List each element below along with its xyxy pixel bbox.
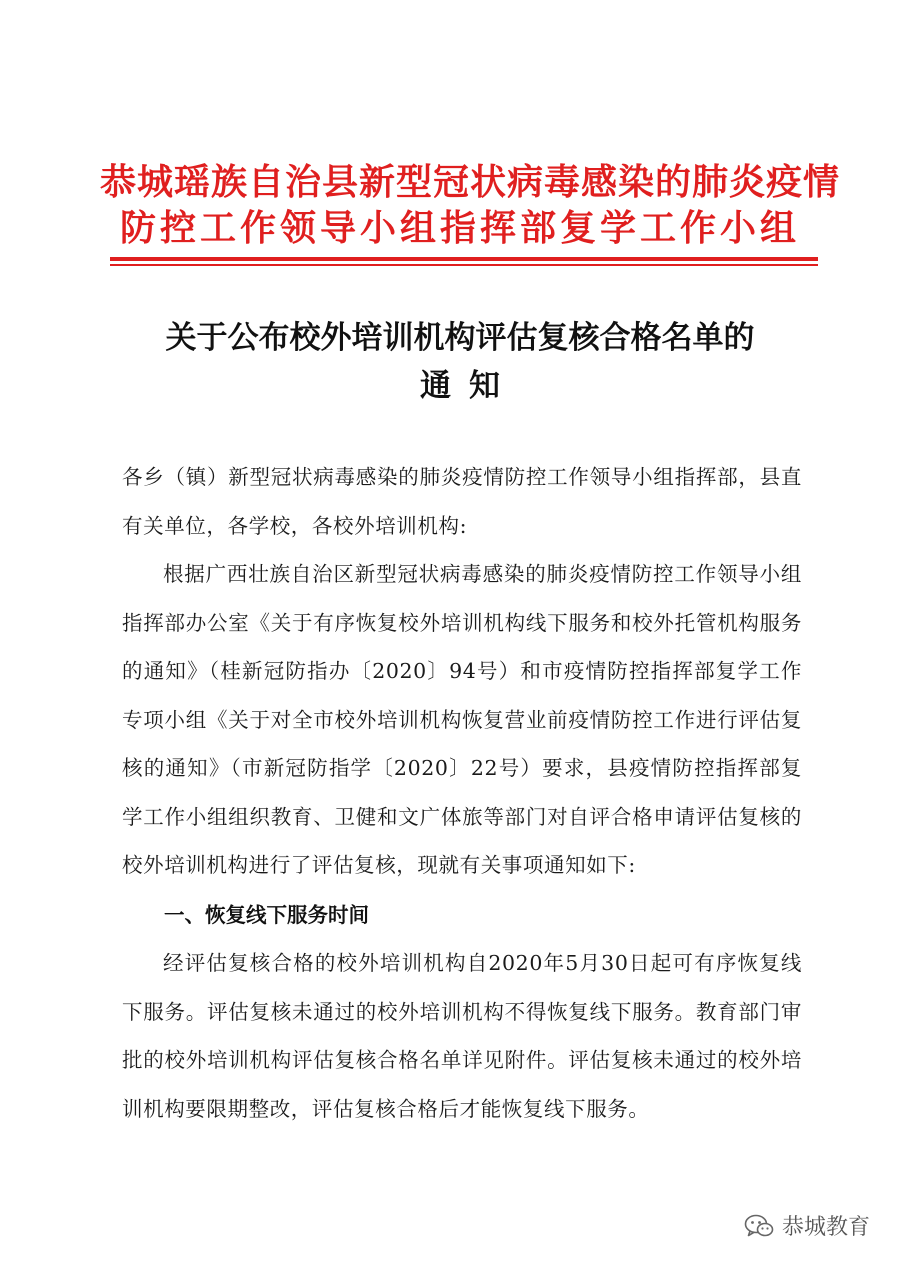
paragraph-2: 经评估复核合格的校外培训机构自2020年5月30日起可有序恢复线下服务。评估复核未通过的校外培训机构不得恢复线下服务。教育部门审批的校外培训机构评估复核合格名单详见附件。评估复核未通过的校外培训机构要限期整改，评估复核合格后才能恢复线下服务。 bbox=[122, 951, 802, 1121]
watermark-text: 恭城教育 bbox=[781, 1215, 870, 1240]
document-title-line-1: 关于公布校外培训机构评估复核合格名单的 bbox=[165, 320, 755, 356]
letterhead-line-1: 恭城瑶族自治县新型冠状病毒感染的肺炎疫情 bbox=[100, 161, 841, 203]
paragraph-1: 根据广西壮族自治区新型冠状病毒感染的肺炎疫情防控工作领导小组指挥部办公室《关于有序恢复校外培训机构线下服务和校外托管机构服务的通知》（桂新冠防指办〔2020〕94号）和市疫情防控指挥部复学工作专项小组《关于对全市校外培训机构恢复营业前疫情防控工作进行评估复核的通知》（市新冠防指学〔2020〕22号）要求，县疫情防控指挥部复学工作小组组织教育、卫健和文广体旅等部门对自评合格申请评估复核的校外培训机构进行了评估复核，现就有关事项通知如下: bbox=[122, 562, 802, 877]
letterhead-rule-thick bbox=[110, 257, 818, 261]
wechat-icon bbox=[744, 1213, 774, 1239]
letterhead-rule-thin bbox=[110, 264, 818, 266]
document-title-line-2: 通知 bbox=[420, 368, 518, 404]
section-1-heading: 一、恢复线下服务时间 bbox=[164, 903, 369, 927]
letterhead-line-2: 防控工作领导小组指挥部复学工作小组 bbox=[119, 207, 800, 249]
salutation: 各乡（镇）新型冠状病毒感染的肺炎疫情防控工作领导小组指挥部，县直有关单位，各学校，各校外培训机构: bbox=[122, 465, 802, 538]
account-watermark bbox=[744, 1210, 870, 1241]
